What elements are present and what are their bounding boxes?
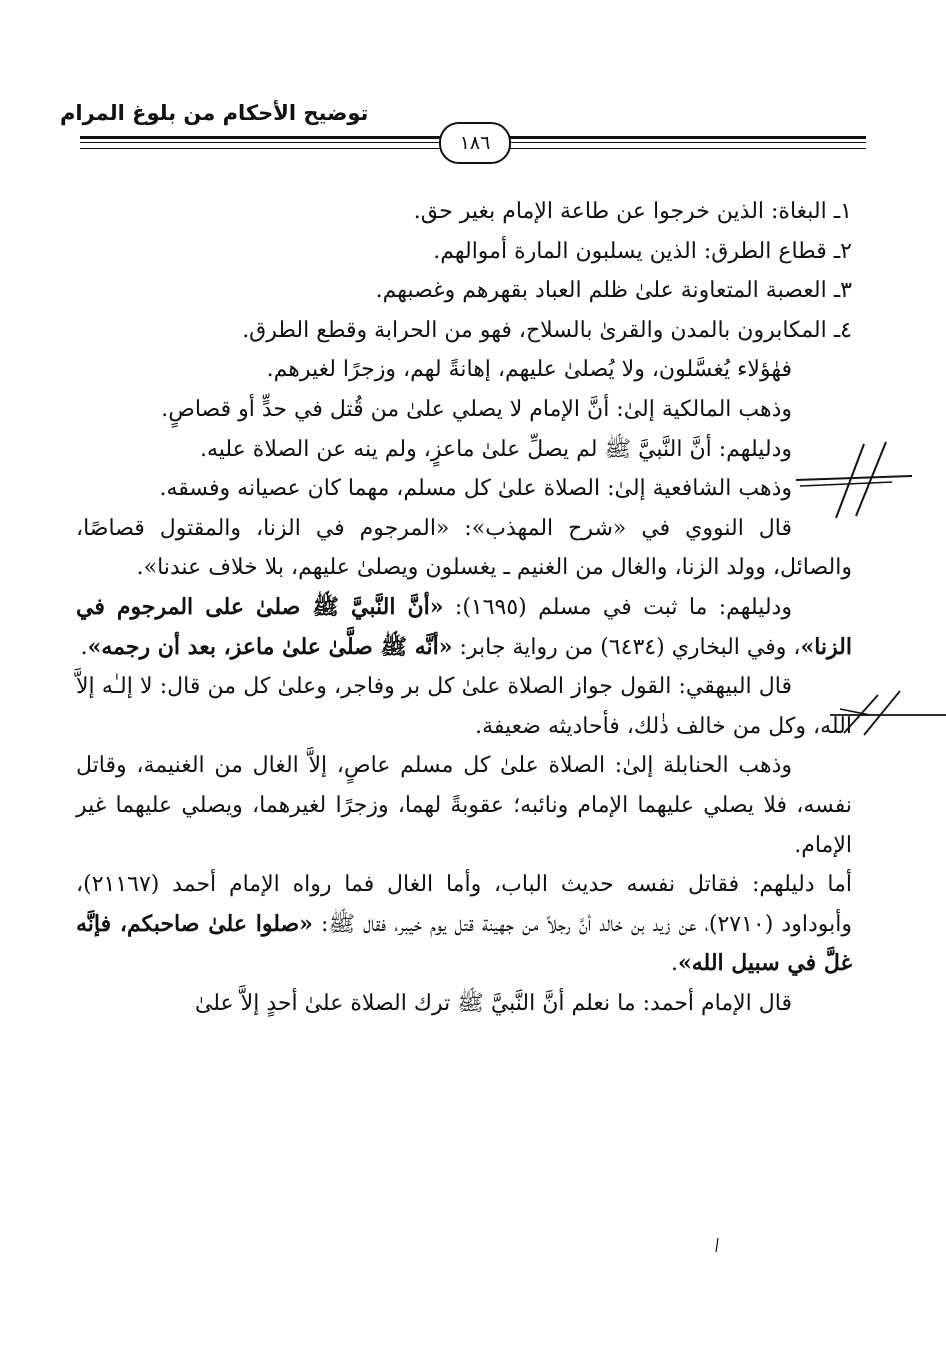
evidence-bukhari-intro: ، وفي البخاري (٦٤٣٤) من رواية جابر: xyxy=(452,634,801,660)
paragraph-shafii: وذهب الشافعية إلىٰ: الصلاة علىٰ كل مسلم، مهما كان عصيانه وفسقه. xyxy=(159,476,792,502)
handwritten-check-mark xyxy=(830,685,946,739)
paragraph-bayhaqi: قال البيهقي: القول جواز الصلاة علىٰ كل بر وفاجر، وعلىٰ كل من قال: لا إلـٰه إلاَّ الله، وكل من خالف ذٰلك، فأحاديثه ضعيفة. xyxy=(76,674,852,739)
paragraph-maliki-evidence: ودليلهم: أنَّ النَّبيَّ ﷺ لم يصلِّ علىٰ ماعزٍ، ولم ينه عن الصلاة عليه. xyxy=(199,436,792,462)
list-item-1: ١ـ البغاة: الذين خرجوا عن طاعة الإمام بغير حق. xyxy=(413,199,852,224)
handwritten-strike-mark xyxy=(796,440,916,520)
paragraph-maliki: وذهب المالكية إلىٰ: أنَّ الإمام لا يصلي علىٰ من قُتل في حدٍّ أو قصاصٍ. xyxy=(161,396,792,422)
evidence-intro: ودليلهم: ما ثبت في مسلم (١٦٩٥): xyxy=(443,594,792,620)
pen-stroke-mark xyxy=(714,1238,720,1252)
sentence-end: . xyxy=(80,634,88,660)
paragraph-hanbali-evidence xyxy=(76,865,852,984)
paragraph-ruling: فهٰؤلاء يُغسَّلون، ولا يُصلىٰ عليهم، إهانةً لهم، وزجرًا لغيرهم. xyxy=(266,357,792,383)
evidence-text: أما دليلهم: فقاتل نفسه حديث الباب، وأما الغال فما رواه الإمام أحمد (٢١١٦٧)، وأبوداود (٢٧١٠)، عن زيد بن خالد أنَّ رجلاً من جهينة قتل يوم خيبر، فقال ﷺ: xyxy=(76,872,852,937)
list-item-4: ٤ـ المكابرون بالمدن والقرىٰ بالسلاح، فهو من الحرابة وقطع الطرق. xyxy=(242,317,852,343)
page-number: ١٨٦ xyxy=(439,122,511,164)
hadith-quote-ghal: «صلوا علىٰ صاحبكم، فإنَّه غلَّ في سبيل الله» xyxy=(76,910,852,977)
list-item-2: ٢ـ قطاع الطرق: الذين يسلبون المارة أموالهم. xyxy=(433,238,852,264)
paragraph-shafii-evidence xyxy=(76,588,852,667)
list-item-3: ٣ـ العصبة المتعاونة علىٰ ظلم العباد بقهرهم وغصبهم. xyxy=(375,278,852,304)
hadith-quote-bukhari: «أنَّه ﷺ صلَّىٰ علىٰ ماعز، بعد أن رجمه» xyxy=(87,633,453,660)
paragraph-nawawi-quote: قال النووي في «شرح المهذب»: «المرجوم في الزنا، والمقتول قصاصًا، والصائل، وولد الزنا، والغال من الغنيم ـ يغسلون ويصلىٰ عليهم، بلا خلاف عندنا». xyxy=(76,515,852,581)
paragraph-ahmad: قال الإمام أحمد: ما نعلم أنَّ النَّبيَّ ﷺ ترك الصلاة علىٰ أحدٍ إلاَّ علىٰ xyxy=(194,990,792,1016)
running-header-title: توضيح الأحكام من بلوغ المرام xyxy=(60,101,369,125)
paragraph-hanbali: وذهب الحنابلة إلىٰ: الصلاة علىٰ كل مسلم عاصٍ، إلاَّ الغال من الغنيمة، وقاتل نفسه، فلا يصلي عليهما الإمام ونائبه؛ عقوبةً لهما، وزجرًا لغيرهما، ويصلي عليهما غير الإمام. xyxy=(76,753,852,858)
page-body xyxy=(76,192,852,1023)
hadith-quote-muslim: «أنَّ النَّبيَّ ﷺ صلىٰ على المرجوم في الزنا» xyxy=(76,593,852,660)
sentence-end: . xyxy=(670,951,678,977)
